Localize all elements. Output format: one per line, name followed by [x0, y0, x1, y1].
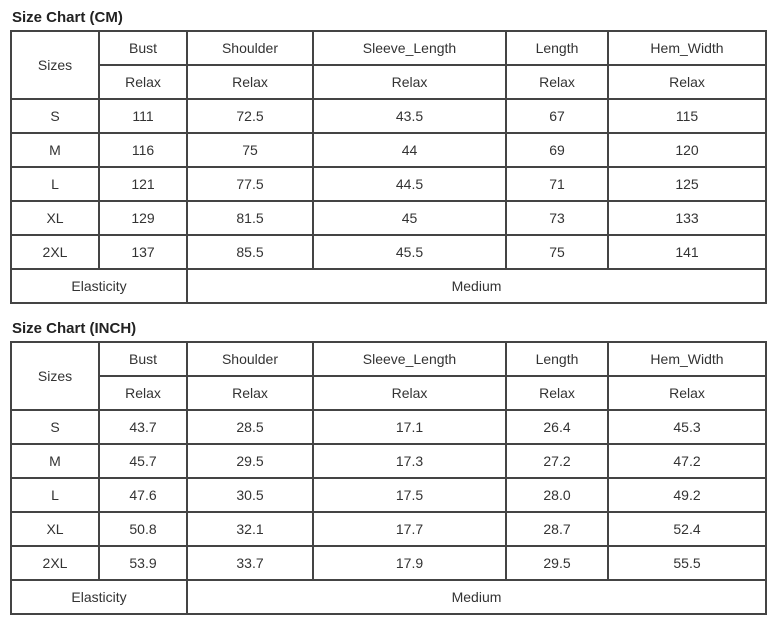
- column-header-hem-width: Hem_Width: [608, 31, 766, 65]
- table-cell: 45.7: [99, 444, 187, 478]
- table-cell: 26.4: [506, 410, 608, 444]
- column-header-length: Length: [506, 31, 608, 65]
- table-cell: 28.7: [506, 512, 608, 546]
- table-cell: 47.2: [608, 444, 766, 478]
- size-label: M: [11, 444, 99, 478]
- table-row: [11, 478, 766, 512]
- table-cell: 55.5: [608, 546, 766, 580]
- table-cell: 17.3: [313, 444, 506, 478]
- fit-label: Relax: [506, 65, 608, 99]
- elasticity-label: Elasticity: [11, 580, 187, 614]
- table-row: [11, 99, 766, 133]
- table-row: [11, 410, 766, 444]
- table-row: [11, 546, 766, 580]
- table-cell: 120: [608, 133, 766, 167]
- table-cell: 27.2: [506, 444, 608, 478]
- table-cell: 17.5: [313, 478, 506, 512]
- table-cell: 28.5: [187, 410, 313, 444]
- table-cell: 73: [506, 201, 608, 235]
- table-cell: 52.4: [608, 512, 766, 546]
- table-cell: 141: [608, 235, 766, 269]
- table-cell: 50.8: [99, 512, 187, 546]
- table-cell: 71: [506, 167, 608, 201]
- header-row: [11, 31, 766, 65]
- fit-label: Relax: [99, 65, 187, 99]
- table-cell: 129: [99, 201, 187, 235]
- table-row: [11, 201, 766, 235]
- column-header-length: Length: [506, 342, 608, 376]
- elasticity-label: Elasticity: [11, 269, 187, 303]
- table-cell: 137: [99, 235, 187, 269]
- elasticity-row: [11, 269, 766, 303]
- table-cell: 43.5: [313, 99, 506, 133]
- table-row: [11, 235, 766, 269]
- size-chart-cm-title: Size Chart (CM): [12, 9, 123, 26]
- size-label: 2XL: [11, 235, 99, 269]
- fit-label: Relax: [313, 376, 506, 410]
- table-cell: 72.5: [187, 99, 313, 133]
- table-row: [11, 512, 766, 546]
- column-header-sleeve-length: Sleeve_Length: [313, 342, 506, 376]
- table-cell: 44.5: [313, 167, 506, 201]
- size-label: L: [11, 167, 99, 201]
- size-chart-cm-table: [10, 30, 767, 304]
- size-label: XL: [11, 201, 99, 235]
- column-header-shoulder: Shoulder: [187, 31, 313, 65]
- fit-label: Relax: [313, 65, 506, 99]
- table-cell: 29.5: [187, 444, 313, 478]
- table-cell: 69: [506, 133, 608, 167]
- elasticity-value: Medium: [187, 580, 766, 614]
- size-label: S: [11, 410, 99, 444]
- fit-row: [11, 376, 766, 410]
- fit-label: Relax: [99, 376, 187, 410]
- table-cell: 116: [99, 133, 187, 167]
- size-chart-inch-title: Size Chart (INCH): [12, 320, 137, 337]
- elasticity-row: [11, 580, 766, 614]
- table-cell: 85.5: [187, 235, 313, 269]
- header-row: [11, 342, 766, 376]
- table-cell: 49.2: [608, 478, 766, 512]
- table-cell: 111: [99, 99, 187, 133]
- table-row: [11, 133, 766, 167]
- elasticity-value: Medium: [187, 269, 766, 303]
- fit-label: Relax: [608, 376, 766, 410]
- table-row: [11, 444, 766, 478]
- fit-label: Relax: [187, 376, 313, 410]
- table-cell: 125: [608, 167, 766, 201]
- table-cell: 67: [506, 99, 608, 133]
- column-header-hem-width: Hem_Width: [608, 342, 766, 376]
- size-label: M: [11, 133, 99, 167]
- size-label: XL: [11, 512, 99, 546]
- table-cell: 53.9: [99, 546, 187, 580]
- size-label: S: [11, 99, 99, 133]
- sizes-header: Sizes: [11, 31, 99, 99]
- table-cell: 17.7: [313, 512, 506, 546]
- size-chart-inch-table: [10, 341, 767, 615]
- table-cell: 77.5: [187, 167, 313, 201]
- table-cell: 133: [608, 201, 766, 235]
- fit-label: Relax: [187, 65, 313, 99]
- table-row: [11, 167, 766, 201]
- table-cell: 32.1: [187, 512, 313, 546]
- fit-label: Relax: [506, 376, 608, 410]
- table-cell: 33.7: [187, 546, 313, 580]
- table-cell: 17.9: [313, 546, 506, 580]
- column-header-shoulder: Shoulder: [187, 342, 313, 376]
- table-cell: 29.5: [506, 546, 608, 580]
- table-cell: 28.0: [506, 478, 608, 512]
- table-cell: 17.1: [313, 410, 506, 444]
- table-cell: 30.5: [187, 478, 313, 512]
- fit-row: [11, 65, 766, 99]
- table-cell: 115: [608, 99, 766, 133]
- table-cell: 44: [313, 133, 506, 167]
- table-cell: 75: [187, 133, 313, 167]
- table-cell: 47.6: [99, 478, 187, 512]
- table-cell: 81.5: [187, 201, 313, 235]
- table-cell: 45: [313, 201, 506, 235]
- table-cell: 75: [506, 235, 608, 269]
- column-header-bust: Bust: [99, 342, 187, 376]
- table-cell: 121: [99, 167, 187, 201]
- fit-label: Relax: [608, 65, 766, 99]
- table-cell: 45.3: [608, 410, 766, 444]
- table-cell: 43.7: [99, 410, 187, 444]
- table-cell: 45.5: [313, 235, 506, 269]
- size-label: 2XL: [11, 546, 99, 580]
- column-header-bust: Bust: [99, 31, 187, 65]
- column-header-sleeve-length: Sleeve_Length: [313, 31, 506, 65]
- sizes-header: Sizes: [11, 342, 99, 410]
- size-label: L: [11, 478, 99, 512]
